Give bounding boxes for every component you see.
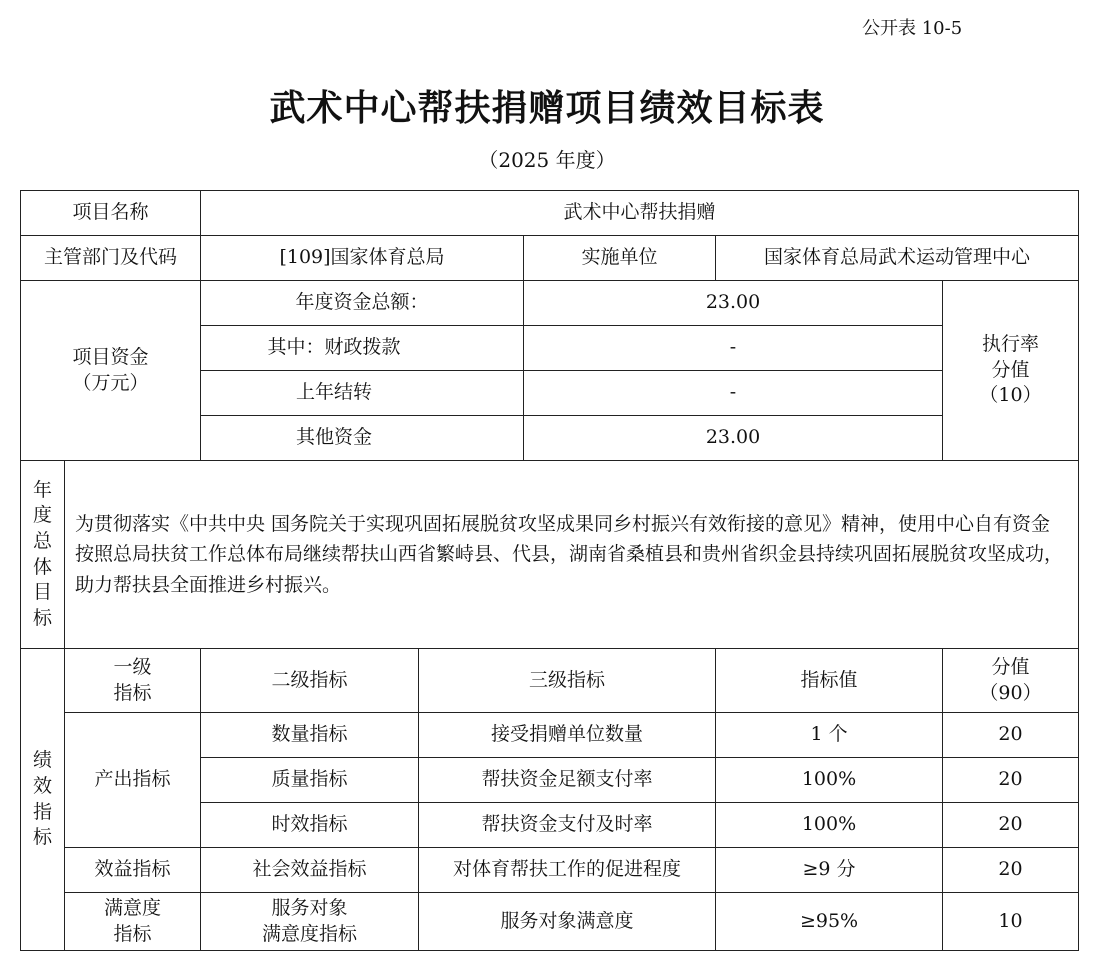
dept-label: 主管部门及代码 [21, 236, 201, 281]
funds-label [21, 281, 201, 461]
funds-fiscal-value: - [524, 326, 943, 371]
exec-line1: 执行率 [982, 333, 1040, 356]
funds-carryover-label: 上年结转 [201, 371, 524, 416]
impl-value: 国家体育总局武术运动管理中心 [716, 236, 1079, 281]
header-level3: 三级指标 [419, 649, 716, 713]
header-score [943, 649, 1079, 713]
output-indicator-label: 产出指标 [65, 713, 201, 848]
funds-other-label: 其他资金 [201, 416, 524, 461]
level2-cell: 时效指标 [201, 803, 419, 848]
level2-cell: 社会效益指标 [201, 848, 419, 893]
funds-total-value: 23.00 [524, 281, 943, 326]
header-value: 指标值 [716, 649, 943, 713]
impl-label: 实施单位 [524, 236, 716, 281]
level3-cell: 对体育帮扶工作的促进程度 [419, 848, 716, 893]
page-title: 武术中心帮扶捐赠项目绩效目标表 [269, 88, 825, 129]
exec-rate-score [943, 281, 1079, 461]
project-name-value: 武术中心帮扶捐赠 [201, 191, 1079, 236]
satisfaction-indicator-label [65, 893, 201, 951]
level3-cell: 服务对象满意度 [419, 893, 716, 951]
funds-total-label: 年度资金总额： [201, 281, 524, 326]
value-cell: 1 个 [716, 713, 943, 758]
score-cell: 20 [943, 713, 1079, 758]
header-score-line1: 分值 [991, 655, 1030, 678]
document-code: 公开表 10-5 [862, 18, 963, 39]
row-department [21, 236, 1079, 281]
table-row [21, 713, 1079, 758]
level2-cell [201, 893, 419, 951]
row-indicator-header [21, 649, 1079, 713]
indicators-label-char: 标 [32, 826, 52, 849]
level3-cell: 接受捐赠单位数量 [419, 713, 716, 758]
header-level1-line1: 一级 [113, 655, 152, 678]
funds-label-line1: 项目资金 [72, 345, 149, 368]
objective-label-char: 目 [32, 581, 52, 604]
dept-value: [109]国家体育总局 [201, 236, 524, 281]
funds-fiscal-label: 其中：财政拨款 [201, 326, 524, 371]
benefit-indicator-label: 效益指标 [65, 848, 201, 893]
header-level1 [65, 649, 201, 713]
satisfaction-line2: 指标 [113, 922, 152, 945]
row-objective [21, 461, 1079, 649]
objective-label-char: 标 [32, 606, 52, 629]
header-score-line2: （90） [979, 681, 1042, 704]
objective-label-char: 总 [32, 529, 52, 552]
funds-carryover-value: - [524, 371, 943, 416]
level3-cell: 帮扶资金支付及时率 [419, 803, 716, 848]
indicators-label-char: 绩 [32, 749, 52, 772]
project-name-label: 项目名称 [21, 191, 201, 236]
level2-line2: 满意度指标 [262, 922, 358, 945]
table-row [21, 848, 1079, 893]
row-project-name [21, 191, 1079, 236]
header-level1-line2: 指标 [113, 681, 152, 704]
value-cell: ≥95% [716, 893, 943, 951]
funds-label-line2: （万元） [72, 371, 149, 394]
score-cell: 20 [943, 803, 1079, 848]
level2-line1: 服务对象 [271, 896, 348, 919]
level3-cell: 帮扶资金足额支付率 [419, 758, 716, 803]
objective-text: 为贯彻落实《中共中央 国务院关于实现巩固拓展脱贫攻坚成果同乡村振兴有效衔接的意见》精神，使用中心自有资金按照总局扶贫工作总体布局继续帮扶山西省繁峙县、代县，湖南省桑植县和贵州省织金县持续巩固拓展脱贫攻坚成功，助力帮扶县全面推进乡村振兴。 [65, 461, 1079, 649]
objective-label [21, 461, 65, 649]
value-cell: 100% [716, 803, 943, 848]
indicators-label [21, 649, 65, 951]
indicators-label-char: 指 [32, 800, 52, 823]
level2-cell: 质量指标 [201, 758, 419, 803]
score-cell: 10 [943, 893, 1079, 951]
performance-target-table [20, 190, 1079, 951]
level2-cell: 数量指标 [201, 713, 419, 758]
indicators-label-char: 效 [32, 774, 52, 797]
satisfaction-line1: 满意度 [104, 896, 162, 919]
fiscal-year: （2025 年度） [478, 148, 616, 172]
value-cell: ≥9 分 [716, 848, 943, 893]
score-cell: 20 [943, 848, 1079, 893]
funds-other-value: 23.00 [524, 416, 943, 461]
header-level2: 二级指标 [201, 649, 419, 713]
exec-line3: （10） [979, 384, 1042, 407]
objective-label-char: 体 [32, 555, 52, 578]
exec-line2: 分值 [991, 358, 1030, 381]
objective-label-char: 年 [32, 478, 52, 501]
row-funds-total [21, 281, 1079, 326]
value-cell: 100% [716, 758, 943, 803]
score-cell: 20 [943, 758, 1079, 803]
table-row [21, 893, 1079, 951]
objective-label-char: 度 [32, 504, 52, 527]
